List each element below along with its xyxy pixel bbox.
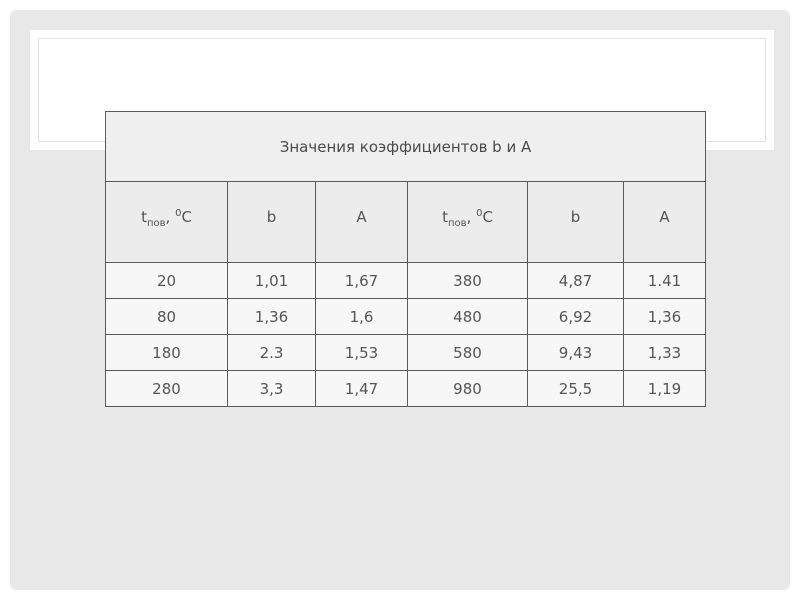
table-cell: 1,36 xyxy=(228,299,316,335)
header-temp-separator: , xyxy=(466,208,477,226)
table-cell: 1,53 xyxy=(316,335,408,371)
header-temp-subscript: пов xyxy=(447,218,467,229)
table-cell: 1,19 xyxy=(624,371,706,407)
table-row xyxy=(106,299,706,335)
table-cell: 180 xyxy=(106,335,228,371)
header-temp-symbol: t xyxy=(141,208,147,226)
table-cell: 280 xyxy=(106,371,228,407)
header-a-2: A xyxy=(624,182,706,263)
table-cell: 580 xyxy=(408,335,528,371)
table-cell: 480 xyxy=(408,299,528,335)
table-header-row xyxy=(106,182,706,263)
header-b-2: b xyxy=(528,182,624,263)
table-cell: 4,87 xyxy=(528,263,624,299)
table-cell: 25,5 xyxy=(528,371,624,407)
header-temperature-2 xyxy=(408,182,528,263)
table-cell: 380 xyxy=(408,263,528,299)
table-row xyxy=(106,263,706,299)
header-a-1: A xyxy=(316,182,408,263)
table-cell: 9,43 xyxy=(528,335,624,371)
table-cell: 20 xyxy=(106,263,228,299)
table-cell: 980 xyxy=(408,371,528,407)
table-cell: 1,67 xyxy=(316,263,408,299)
header-b-1: b xyxy=(228,182,316,263)
table-caption: Значения коэффициентов b и A xyxy=(106,112,706,182)
coefficients-table-container xyxy=(105,111,706,407)
header-temp-subscript: пов xyxy=(146,218,166,229)
table-row xyxy=(106,335,706,371)
header-temp-separator: , xyxy=(165,208,176,226)
header-temp-unit: C xyxy=(181,208,192,226)
table-cell: 1.41 xyxy=(624,263,706,299)
table-cell: 2.3 xyxy=(228,335,316,371)
table-cell: 1,33 xyxy=(624,335,706,371)
table-cell: 1,47 xyxy=(316,371,408,407)
coefficients-table xyxy=(105,111,706,407)
header-temp-symbol: t xyxy=(442,208,448,226)
table-cell: 80 xyxy=(106,299,228,335)
table-caption-row xyxy=(106,112,706,182)
table-cell: 1,01 xyxy=(228,263,316,299)
table-cell: 3,3 xyxy=(228,371,316,407)
header-temp-unit: C xyxy=(482,208,493,226)
header-temp-superscript: 0 xyxy=(476,208,483,219)
table-cell: 1,36 xyxy=(624,299,706,335)
header-temperature-1 xyxy=(106,182,228,263)
table-cell: 1,6 xyxy=(316,299,408,335)
table-cell: 6,92 xyxy=(528,299,624,335)
header-temp-superscript: 0 xyxy=(175,208,182,219)
table-row xyxy=(106,371,706,407)
